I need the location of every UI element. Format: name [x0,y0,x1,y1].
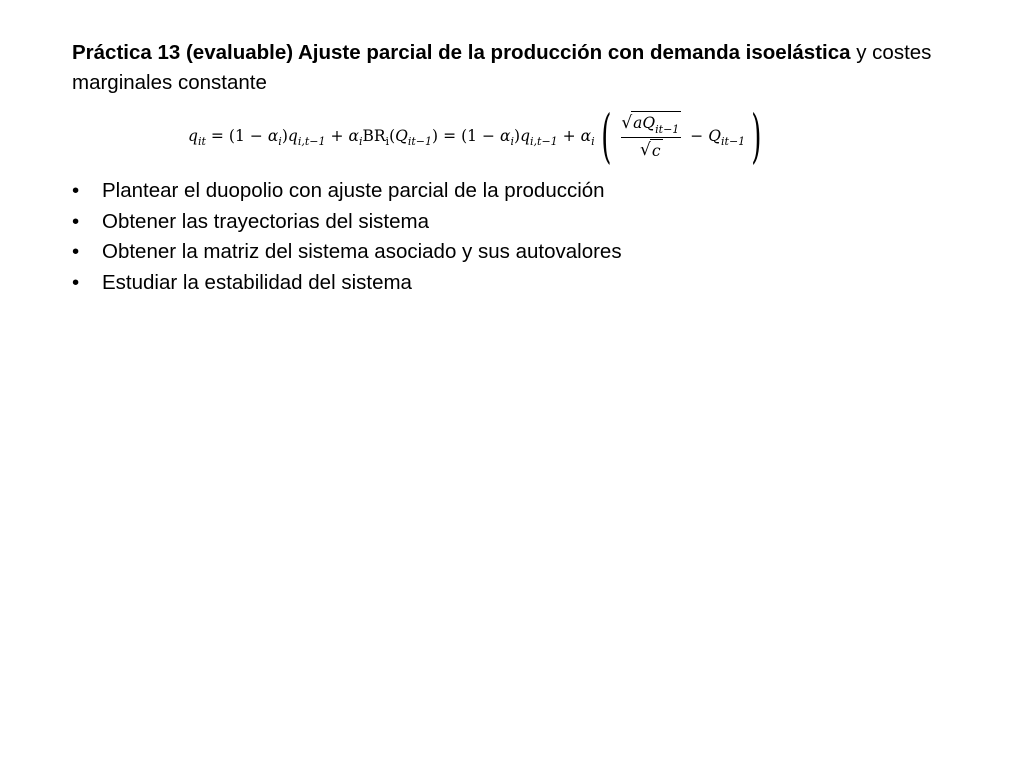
slide-title [72,38,972,98]
bullet-icon: • [72,240,80,263]
eq-plus: + [330,127,344,145]
eq-sub: i,t−1 [530,134,558,148]
bullet-item [72,176,622,207]
eq-alpha: α [348,127,359,145]
bullet-item [72,237,622,268]
eq-minus: − [690,127,704,145]
equation [188,96,768,176]
eq-a: a [633,114,643,132]
bullet-item [72,207,622,238]
eq-Q: Q [642,114,656,132]
eq-equals: = [210,127,224,145]
eq-sub: i,t−1 [297,134,326,148]
eq-alpha: α [580,127,592,145]
eq-c: c [651,142,661,160]
fraction-bar [621,137,681,138]
bullet-icon: • [72,270,80,294]
eq-q: q [520,127,531,145]
eq-q: q [188,127,198,145]
eq-paren: ) [514,127,521,145]
eq-br: BR [362,127,386,145]
eq-numerator-sqrt [621,111,681,135]
eq-Q: Q [708,127,721,145]
title-regular-text: y costes marginales constante [72,41,932,94]
bullet-text: Plantear el duopolio con ajuste parcial de la producción [102,179,605,202]
eq-sub: i [278,134,282,148]
eq-q: q [287,127,298,145]
eq-sub: it [197,134,206,148]
eq-one: 1 [234,127,245,145]
eq-equals: = [443,127,457,145]
eq-plus: + [562,127,576,145]
eq-denominator-sqrt [640,139,663,161]
radical-icon: √ [621,113,633,133]
eq-paren: ( [228,127,235,145]
eq-alpha: α [500,127,511,145]
bullet-icon: • [72,179,80,202]
eq-paren: ) [432,127,439,145]
eq-br-sub: i [385,134,390,148]
bullet-text: Estudiar la estabilidad del sistema [102,270,412,294]
bullet-text: Obtener la matriz del sistema asociado y sus autovalores [102,240,622,263]
bullet-text: Obtener las trayectorias del sistema [102,209,429,233]
eq-minus: − [482,127,496,145]
title-bold-text: Práctica 13 (evaluable) Ajuste parcial de la producción con demanda isoelástica [72,41,851,64]
eq-big-paren-left: ( [600,102,612,170]
eq-sub: it−1 [721,134,746,148]
eq-paren: ( [461,127,468,145]
eq-paren: ) [281,127,288,145]
eq-alpha: α [267,127,279,145]
bullet-icon: • [72,209,80,233]
eq-sub: i [591,134,595,148]
eq-sub: i [510,134,515,148]
radical-icon: √ [640,140,651,160]
eq-big-paren-right: ) [751,102,762,170]
bullet-item [72,268,622,299]
eq-one: 1 [467,127,478,145]
eq-fraction [621,111,681,161]
eq-sub: it−1 [655,123,680,136]
bullet-list [72,176,622,298]
eq-minus: − [249,127,263,145]
eq-Q: Q [395,127,408,145]
eq-sub: it−1 [407,134,433,148]
eq-paren: ( [389,127,396,145]
eq-sub: i [358,134,363,148]
